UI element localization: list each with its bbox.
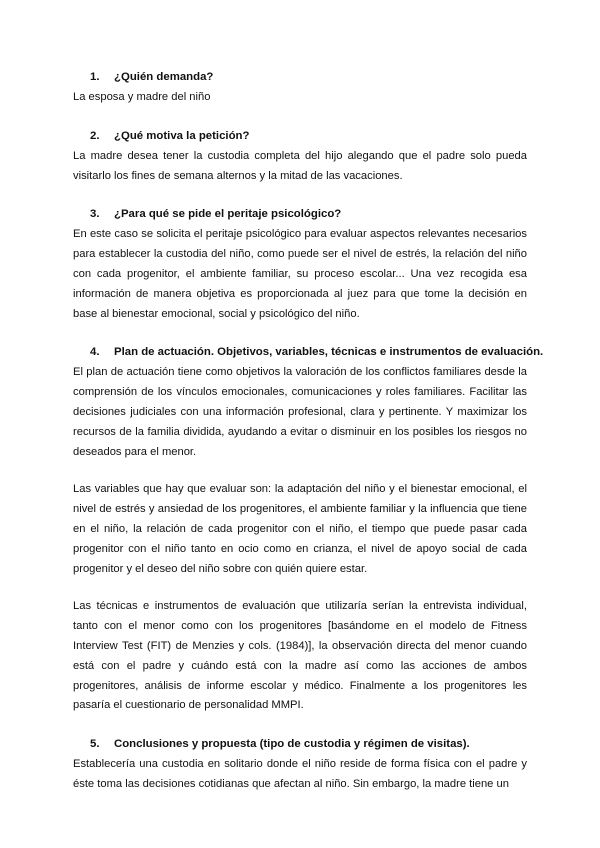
section-5-paragraph-1: Establecería una custodia en solitario donde el niño reside de forma física con el padre y éste toma las decisiones cotidianas que afectan al niño. Sin embargo, la madre tiene un (73, 758, 527, 790)
section-4-paragraph-1: El plan de actuación tiene como objetivos la valoración de los conflictos familiares desde la comprensión de los vínculos emocionales, comunicaciones y roles familiares. Facilitar las decisiones judiciales con una información profesional, clara y pertinente. Y maximizar los recursos de la familia dividida, ayudando a evitar o disminuir en los posibles los riesgos no deseados para el menor. (73, 366, 527, 458)
section-2-heading (90, 127, 527, 146)
section-2-number: 2. (90, 129, 100, 142)
section-1-title: ¿Quién demanda? (114, 71, 214, 83)
section-2-title: ¿Qué motiva la petición? (114, 129, 250, 142)
section-5-heading (90, 735, 527, 754)
section-1-paragraph-1: La esposa y madre del niño (73, 91, 211, 103)
section-3-number: 3. (90, 208, 100, 221)
section-1-number: 1. (90, 71, 100, 83)
section-3-title: ¿Para qué se pide el peritaje psicológico? (114, 208, 342, 221)
section-4-number: 4. (90, 346, 100, 359)
section-5-title: Conclusiones y propuesta (tipo de custodia y régimen de visitas). (114, 738, 470, 751)
section-2-paragraph-1: La madre desea tener la custodia completa del hijo alegando que el padre solo pueda visitarlo los fines de semana alternos y la mitad de las vacaciones. (73, 149, 527, 182)
section-4-paragraph-3: Las técnicas e instrumentos de evaluación que utilizaría serían la entrevista individual, tanto con el menor como con los progenitores [basándome en el modelo de Fitness Interview Test (FIT) de Menzies y cols. (1984)], la observación directa del menor cuando está con el padre y cuándo está con la madre así como las acciones de ambos progenitores, análisis de informe escolar y médico. Finalmente a los progenitores les pasaría el cuestionario de personalidad MMPI. (73, 600, 527, 712)
section-1-heading (90, 68, 527, 87)
section-3-heading (90, 205, 527, 224)
section-5-number: 5. (90, 738, 100, 751)
section-4-title: Plan de actuación. Objetivos, variables, técnicas e instrumentos de evaluación. (114, 346, 544, 359)
section-4-paragraph-2: Las variables que hay que evaluar son: la adaptación del niño y el bienestar emocional, el nivel de estrés y ansiedad de los progenitores, el ambiente familiar y la influencia que tiene en el niño, la relación de cada progenitor con el niño, el tiempo que puede pasar cada progenitor con el niño tanto en ocio como en crianza, el nivel de apoyo social de cada progenitor y el deseo del niño sobre con quién quiere estar. (73, 483, 527, 575)
section-4-heading (90, 343, 544, 362)
section-3-paragraph-1: En este caso se solicita el peritaje psicológico para evaluar aspectos relevantes necesarios para establecer la custodia del niño, como puede ser el nivel de estrés, la relación del niño con cada progenitor, el ambiente familiar, su proceso escolar... Una vez recogida esa información de manera objetiva es proporcionada al juez para que tome la decisión en base al bienestar emocional, social y psicológico del niño. (73, 228, 527, 320)
